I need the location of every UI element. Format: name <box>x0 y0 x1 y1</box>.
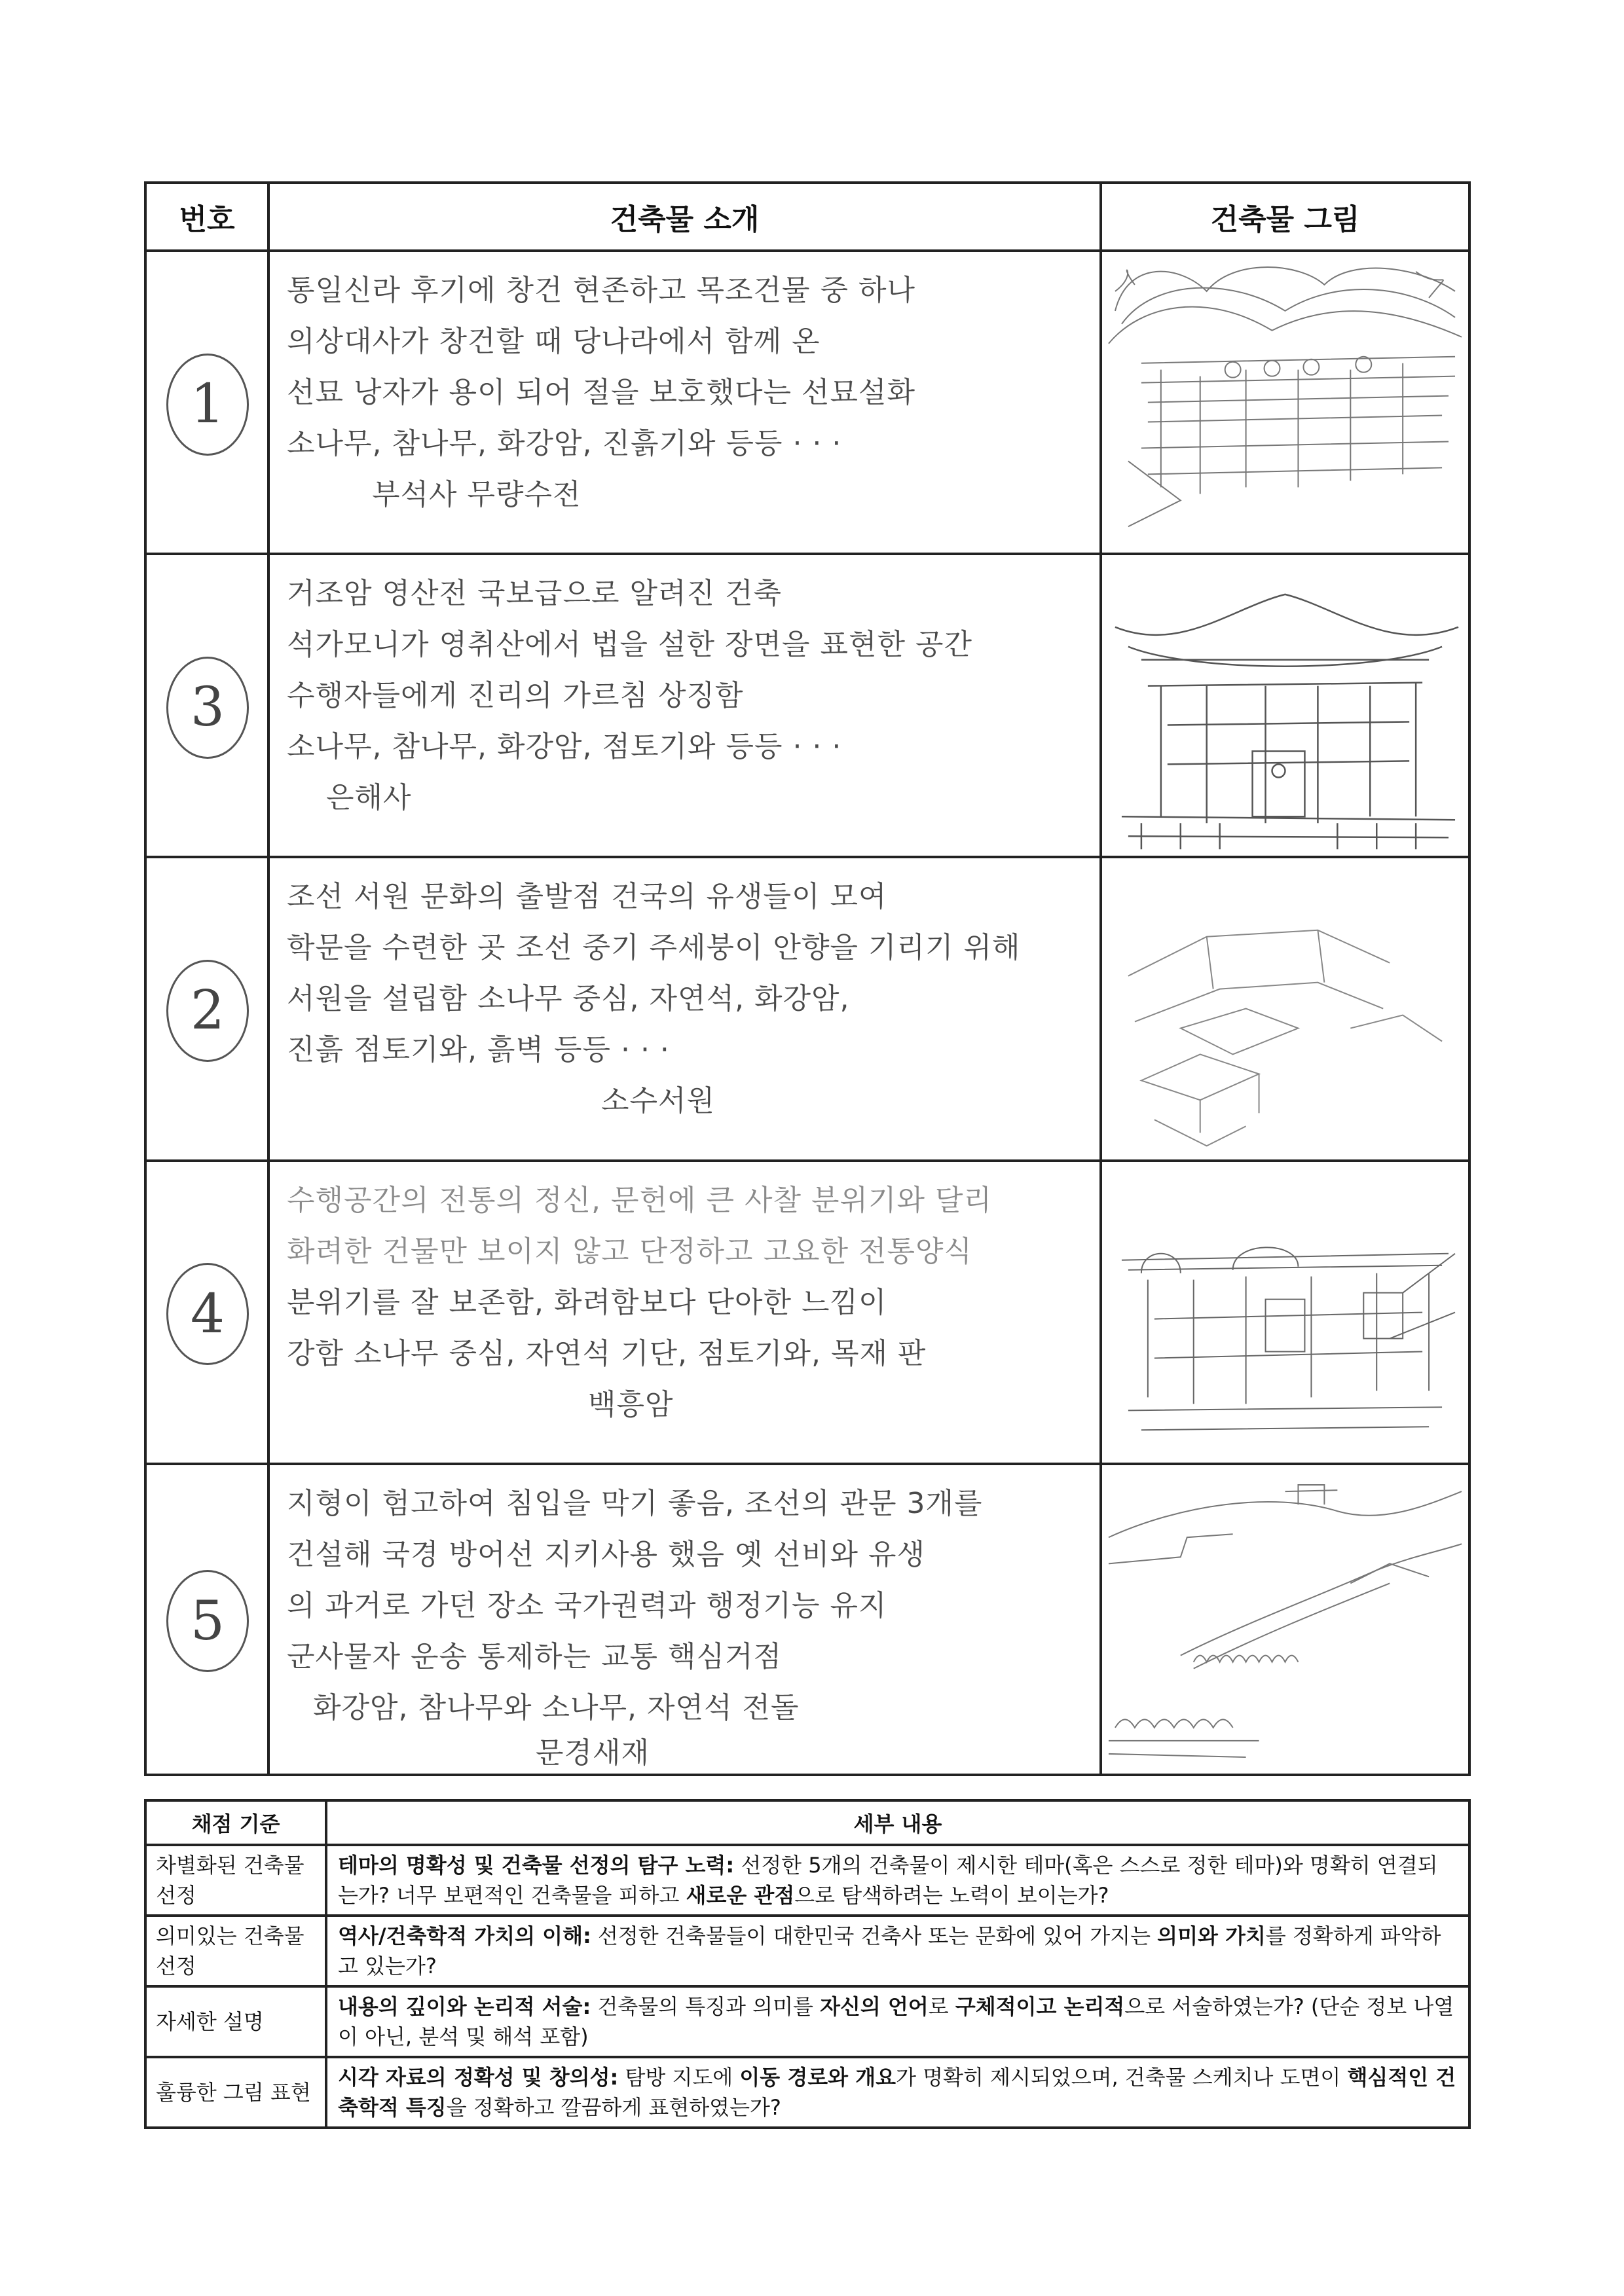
detail-part: 선정한 5개의 건축물이 제시한 테마(혹은 스스로 정한 테마)와 명확히 연결되는가? 너무 보편적인 건축물을 피하고 <box>338 1853 1438 1908</box>
detail-part: 선정한 건축물들이 대한민국 건축사 또는 문화에 있어 가지는 <box>591 1923 1158 1948</box>
rubric-header-criteria: 채점 기준 <box>145 1800 326 1845</box>
detail-part: 을 정확하고 깔끔하게 표현하였는가? <box>446 2095 781 2120</box>
row-description <box>268 1464 1101 1775</box>
detail-part: 의미와 가치 <box>1157 1923 1266 1948</box>
description-line: 화려한 건물만 보이지 않고 단정하고 고요한 전통양식 <box>287 1234 973 1268</box>
row-number: 2 <box>166 960 249 1062</box>
building-sketch <box>1101 554 1469 857</box>
rubric-header-details: 세부 내용 <box>326 1800 1469 1845</box>
detail-part: 으로 서술하였는가? (단순 정보 나열이 아닌, 분석 및 해석 포함) <box>338 1994 1454 2049</box>
rubric-criteria: 자세한 설명 <box>145 1986 326 2057</box>
detail-part: 를 정확하게 파악하고 있는가? <box>338 1923 1441 1978</box>
description-line: 선묘 낭자가 용이 되어 절을 보호했다는 선묘설화 <box>287 376 915 409</box>
table-header-row <box>145 183 1469 251</box>
hand-drawn-sketch-icon <box>1102 555 1468 856</box>
description-line: 통일신라 후기에 창건 현존하고 목조건물 중 하나 <box>287 274 915 307</box>
row-number: 5 <box>166 1570 249 1672</box>
detail-part: 구체적이고 논리적 <box>955 1994 1125 2019</box>
table-row <box>145 251 1469 554</box>
rubric-table <box>144 1799 1471 2129</box>
rubric-row <box>145 1986 1469 2057</box>
rubric-row <box>145 2057 1469 2128</box>
building-name: 문경새재 <box>536 1736 650 1770</box>
row-number: 3 <box>166 657 249 759</box>
building-name: 은해사 <box>326 781 412 815</box>
row-number-cell <box>145 857 268 1160</box>
description-line: 분위기를 잘 보존함, 화려함보다 단아한 느낌이 <box>287 1285 887 1319</box>
description-line: 학문을 수련한 곳 조선 중기 주세붕이 안향을 기리기 위해 <box>287 931 1021 965</box>
description-line: 의 과거로 가던 장소 국가권력과 행정기능 유지 <box>287 1588 887 1622</box>
building-table <box>144 181 1471 1776</box>
row-number: 4 <box>166 1263 249 1365</box>
building-sketch <box>1101 1161 1469 1464</box>
table-row <box>145 1464 1469 1775</box>
description-line: 서원을 설립함 소나무 중심, 자연석, 화강암, <box>287 982 850 1016</box>
description-line: 건설해 국경 방어선 지키사용 했음 옛 선비와 유생 <box>287 1537 925 1571</box>
description-line: 화강암, 참나무와 소나무, 자연석 전돌 <box>313 1690 800 1724</box>
hand-drawn-sketch-icon <box>1102 252 1468 553</box>
row-number: 1 <box>166 354 249 456</box>
row-description <box>268 857 1101 1160</box>
row-number-cell <box>145 1464 268 1775</box>
description-line: 의상대사가 창건할 때 당나라에서 함께 온 <box>287 325 821 358</box>
rubric-detail <box>326 2057 1469 2128</box>
description-line: 소나무, 참나무, 화강암, 점토기와 등등 · · · <box>287 730 842 764</box>
detail-part: 핵심적인 건축학적 특징 <box>338 2065 1456 2120</box>
row-description <box>268 1161 1101 1464</box>
rubric-detail <box>326 1986 1469 2057</box>
hand-drawn-sketch-icon <box>1102 858 1468 1159</box>
hand-drawn-sketch-icon <box>1102 1465 1468 1774</box>
detail-part: 건축물의 특징과 의미를 <box>591 1994 821 2019</box>
building-name: 소수서원 <box>601 1084 716 1118</box>
description-line: 거조암 영산전 국보급으로 알려진 건축 <box>287 577 783 611</box>
description-line: 군사물자 운송 통제하는 교통 핵심거점 <box>287 1639 783 1673</box>
row-description <box>268 554 1101 857</box>
row-description <box>268 251 1101 554</box>
description-line: 소나무, 참나무, 화강암, 진흙기와 등등 · · · <box>287 427 842 460</box>
detail-part: 시각 자료의 정확성 및 창의성: <box>338 2065 619 2090</box>
table-row <box>145 1161 1469 1464</box>
hand-drawn-sketch-icon <box>1102 1162 1468 1463</box>
header-intro: 건축물 소개 <box>268 183 1101 251</box>
detail-part: 로 <box>928 1994 955 2019</box>
header-number: 번호 <box>145 183 268 251</box>
table-row <box>145 857 1469 1160</box>
description-line: 수행자들에게 진리의 가르침 상징함 <box>287 679 744 713</box>
rubric-row <box>145 1916 1469 1986</box>
row-number-cell <box>145 251 268 554</box>
detail-part: 역사/건축학적 가치의 이해: <box>338 1923 591 1948</box>
building-sketch <box>1101 857 1469 1160</box>
rubric-detail <box>326 1845 1469 1916</box>
description-line: 지형이 험고하여 침입을 막기 좋음, 조선의 관문 3개를 <box>287 1486 983 1520</box>
rubric-criteria: 훌륭한 그림 표현 <box>145 2057 326 2128</box>
row-number-cell <box>145 1161 268 1464</box>
table-row <box>145 554 1469 857</box>
detail-part: 이동 경로와 개요 <box>739 2065 896 2090</box>
detail-part: 탐방 지도에 <box>618 2065 740 2090</box>
detail-part: 가 명확히 제시되었으며, 건축물 스케치나 도면이 <box>896 2065 1348 2090</box>
detail-part: 새로운 관점 <box>686 1883 795 1908</box>
rubric-criteria: 의미있는 건축물 선정 <box>145 1916 326 1986</box>
detail-part: 테마의 명확성 및 건축물 선정의 탐구 노력: <box>338 1853 735 1878</box>
building-sketch <box>1101 251 1469 554</box>
description-line: 강함 소나무 중심, 자연석 기단, 점토기와, 목재 판 <box>287 1336 927 1370</box>
building-name: 백흥암 <box>588 1387 674 1421</box>
rubric-detail <box>326 1916 1469 1986</box>
description-line: 조선 서원 문화의 출발점 건국의 유생들이 모여 <box>287 880 887 914</box>
building-name: 부석사 무량수전 <box>372 478 581 511</box>
row-number-cell <box>145 554 268 857</box>
description-line: 수행공간의 전통의 정신, 문헌에 큰 사찰 분위기와 달리 <box>287 1183 992 1217</box>
rubric-row <box>145 1845 1469 1916</box>
detail-part: 으로 탐색하려는 노력이 보이는가? <box>794 1883 1109 1908</box>
description-line: 진흙 점토기와, 흙벽 등등 · · · <box>287 1033 670 1067</box>
detail-part: 자신의 언어 <box>820 1994 929 2019</box>
detail-part: 내용의 깊이와 논리적 서술: <box>338 1994 591 2019</box>
rubric-criteria: 차별화된 건축물 선정 <box>145 1845 326 1916</box>
building-sketch <box>1101 1464 1469 1775</box>
rubric-header-row <box>145 1800 1469 1845</box>
header-drawing: 건축물 그림 <box>1101 183 1469 251</box>
description-line: 석가모니가 영취산에서 법을 설한 장면을 표현한 공간 <box>287 628 973 662</box>
